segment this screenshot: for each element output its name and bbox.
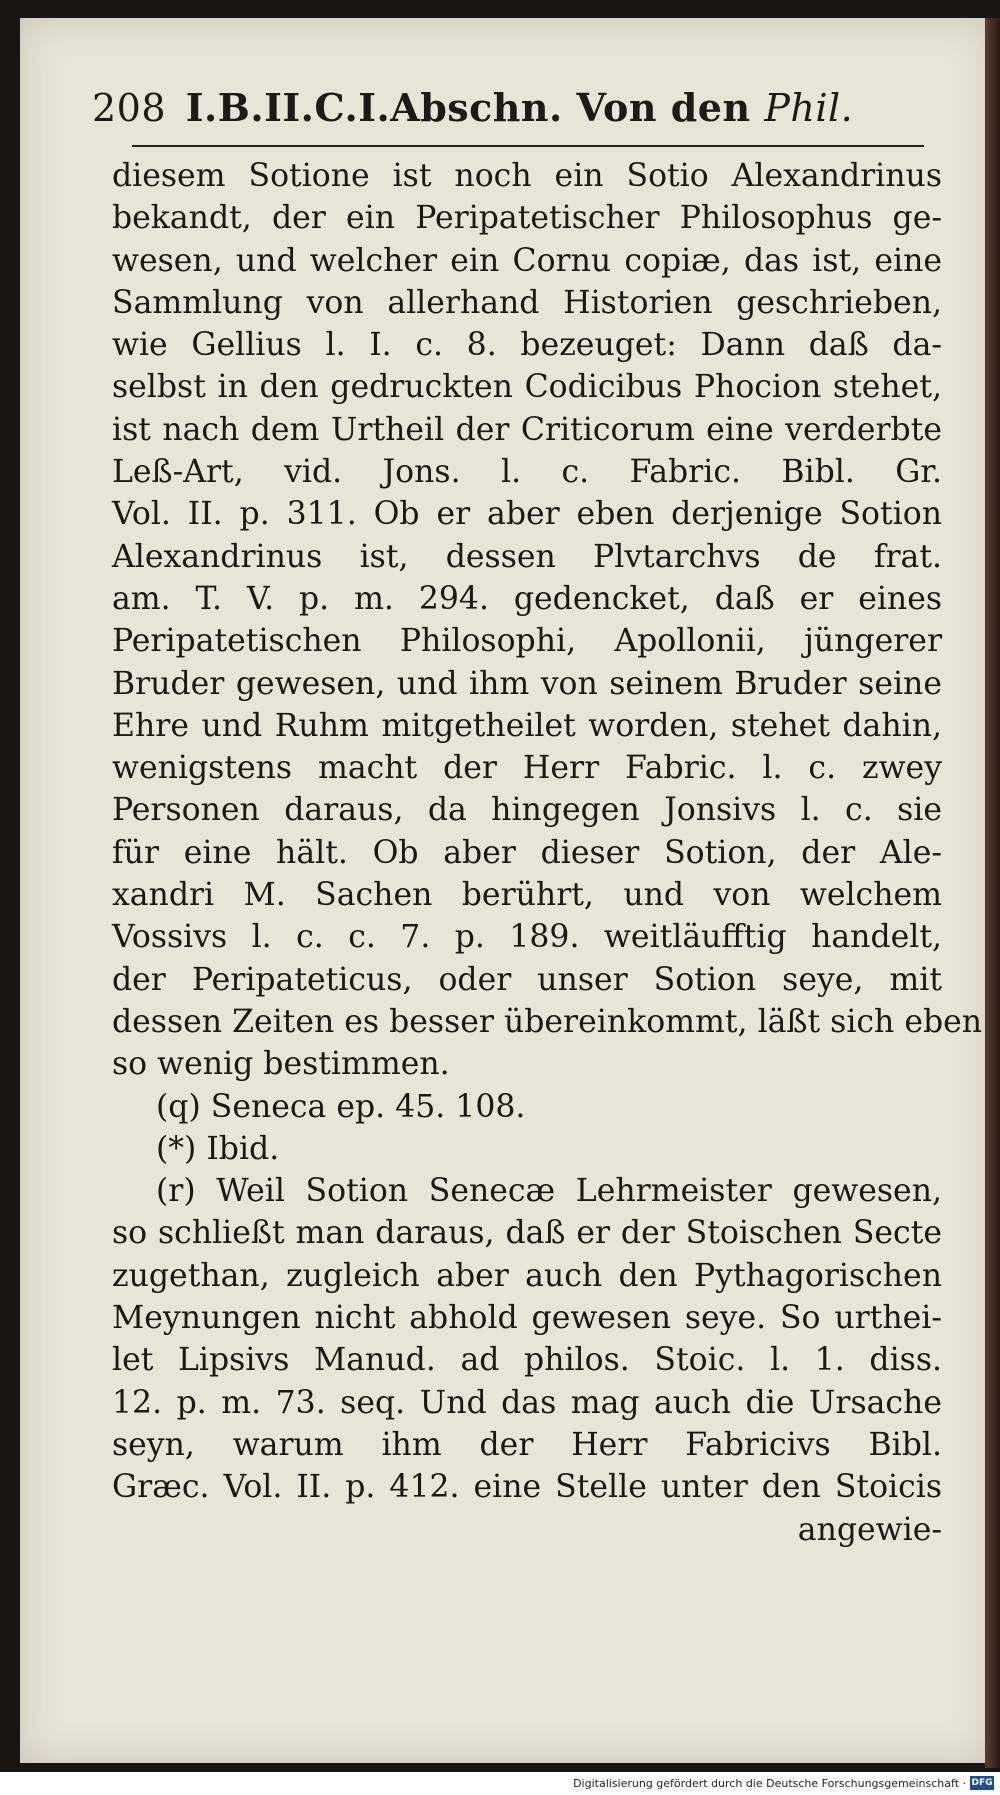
text-line: so wenig bestimmen. bbox=[112, 1046, 450, 1083]
footnote-r: (r) Weil Sotion Senecæ Lehrmeister gewesen, bbox=[156, 1173, 942, 1210]
footnote-star: (*) Ibid. bbox=[156, 1130, 280, 1167]
text-line: ist nach dem Urtheil der Criticorum eine verderbte bbox=[112, 411, 942, 448]
footnote-line: Græc. Vol. II. p. 412. eine Stelle unter den Stoicis bbox=[112, 1469, 942, 1506]
running-title-italic: Phil. bbox=[764, 86, 854, 130]
text-line: bekandt, der ein Peripatetischer Philosophus ge- bbox=[112, 200, 942, 237]
body-text bbox=[112, 155, 983, 1551]
footnote-line: so schließt man daraus, daß er der Stoischen Secte bbox=[112, 1215, 942, 1252]
text-line: am. T. V. p. m. 294. gedencket, daß er eines bbox=[112, 580, 942, 617]
text-line: xandri M. Sachen berührt, und von welchem bbox=[112, 877, 942, 914]
running-header bbox=[92, 85, 952, 145]
header-rule bbox=[132, 145, 924, 147]
text-line: für eine hält. Ob aber dieser Sotion, der Ale- bbox=[112, 834, 942, 871]
text-line: Vossivs l. c. c. 7. p. 189. weitläufftig handelt, bbox=[112, 919, 942, 956]
footnote-line: Meynungen nicht abhold gewesen seye. So urthei- bbox=[112, 1300, 942, 1337]
running-title: I.B.II.C.I.Abschn. Von den bbox=[185, 85, 751, 130]
footnote-line: zugethan, zugleich aber auch den Pythagorischen bbox=[112, 1257, 942, 1294]
dfg-logo: DFG bbox=[971, 1778, 993, 1788]
text-line: wie Gellius l. I. c. 8. bezeuget: Dann daß da- bbox=[112, 327, 942, 364]
text-line: wenigstens macht der Herr Fabric. l. c. zwey bbox=[112, 750, 942, 787]
footnote-line: 12. p. m. 73. seq. Und das mag auch die Ursache bbox=[112, 1384, 942, 1421]
text-line: dessen Zeiten es besser übereinkommt, läßt sich eben bbox=[112, 1003, 983, 1040]
text-line: Vol. II. p. 311. Ob er aber eben derjenige Sotion bbox=[112, 496, 942, 533]
text-line: selbst in den gedruckten Codicibus Phocion stehet, bbox=[112, 369, 942, 406]
text-line: Bruder gewesen, und ihm von seinem Bruder seine bbox=[112, 665, 942, 702]
text-line: Peripatetischen Philosophi, Apollonii, jüngerer bbox=[112, 623, 942, 660]
text-line: Sammlung von allerhand Historien geschrieben, bbox=[112, 284, 942, 321]
footnote-line: let Lipsivs Manud. ad philos. Stoic. l. 1. diss. bbox=[112, 1342, 942, 1379]
text-line: wesen, und welcher ein Cornu copiæ, das ist, eine bbox=[112, 242, 942, 279]
catchword: angewie- bbox=[797, 1511, 942, 1548]
text-line: Personen daraus, da hingegen Jonsivs l. c. sie bbox=[112, 792, 942, 829]
footnote-line: seyn, warum ihm der Herr Fabricivs Bibl. bbox=[112, 1426, 942, 1463]
page-number: 208 bbox=[92, 86, 167, 130]
page-edge bbox=[985, 18, 1000, 1768]
text-line: diesem Sotione ist noch ein Sotio Alexandrinus bbox=[112, 158, 942, 194]
digitization-footer bbox=[0, 1772, 1000, 1795]
text-line: Leß-Art, vid. Jons. l. c. Fabric. Bibl. Gr. bbox=[112, 454, 942, 491]
footnote-q: (q) Seneca ep. 45. 108. bbox=[156, 1088, 526, 1125]
text-line: Ehre und Ruhm mitgetheilet worden, stehet dahin, bbox=[112, 707, 942, 744]
text-line: Alexandrinus ist, dessen Plvtarchvs de frat. bbox=[112, 538, 942, 575]
text-line: der Peripateticus, oder unser Sotion seye, mit bbox=[112, 961, 942, 998]
funding-credit: Digitalisierung gefördert durch die Deutsche Forschungsgemeinschaft · bbox=[573, 1777, 966, 1790]
